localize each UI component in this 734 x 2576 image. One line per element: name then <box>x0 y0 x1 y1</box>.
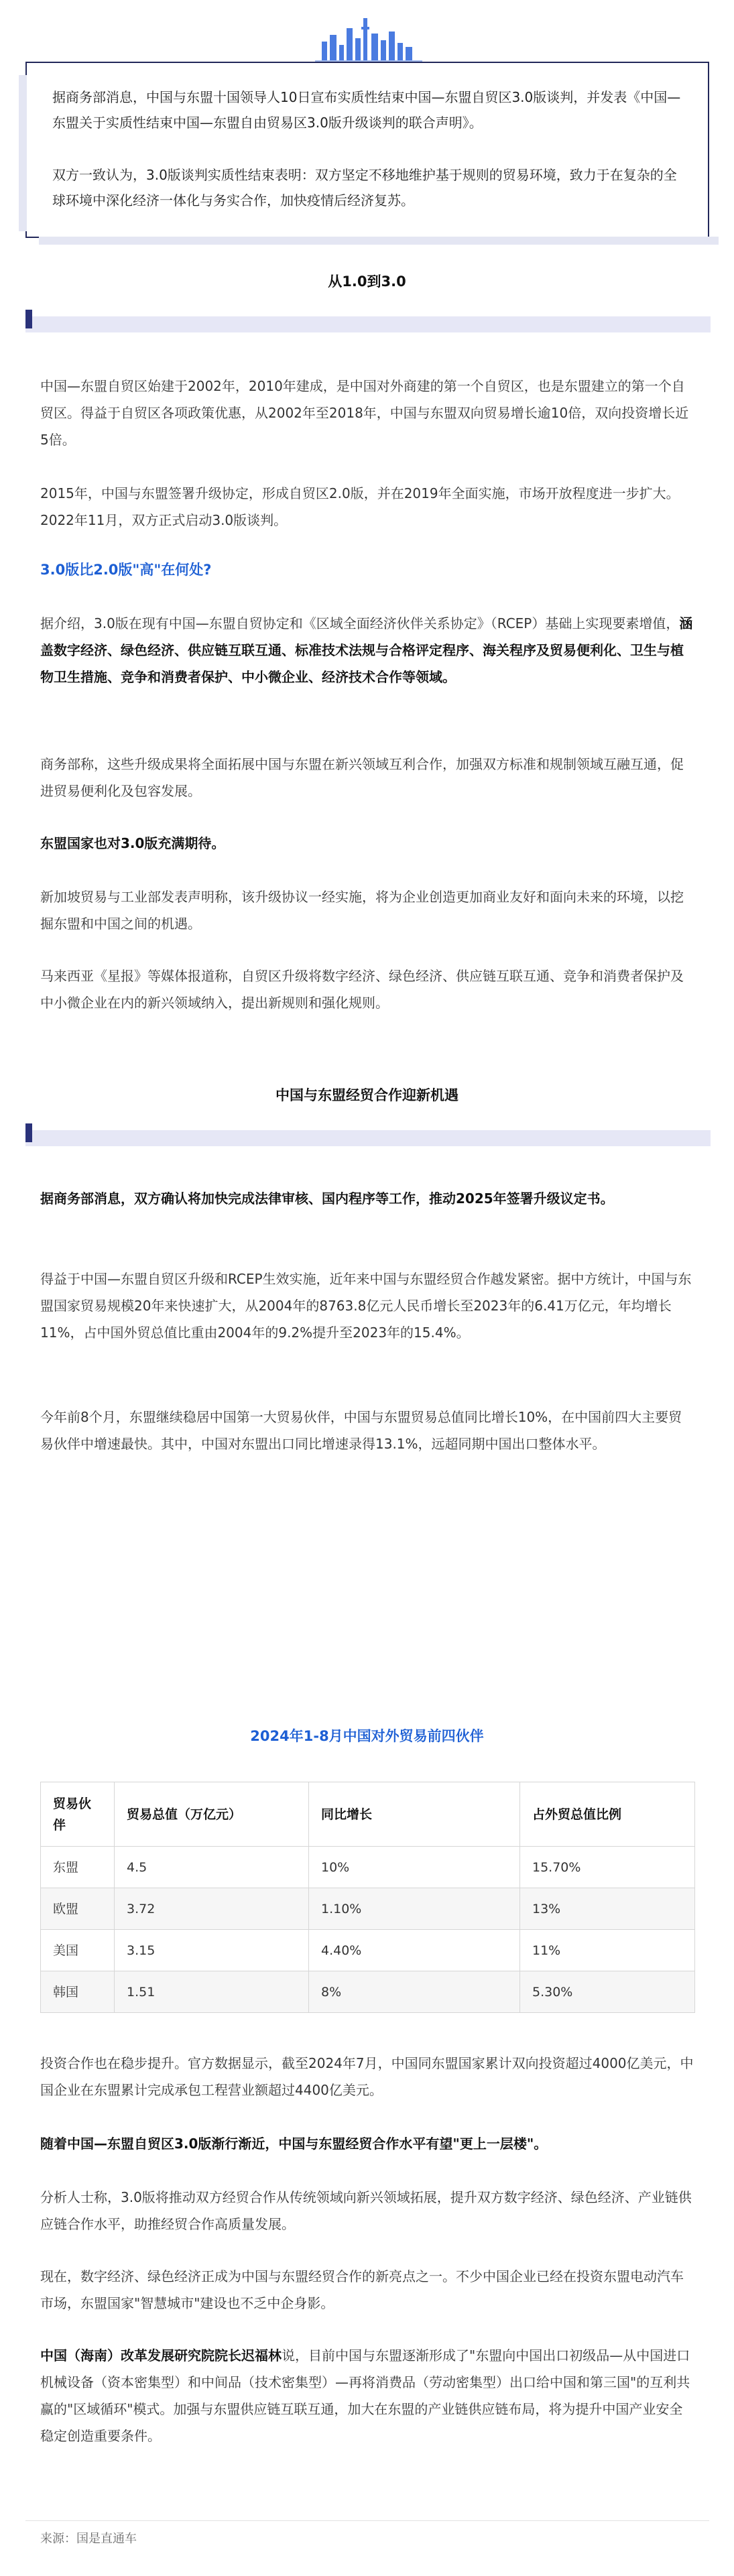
header-growth: 同比增长 <box>309 1782 520 1847</box>
city-skyline-icon <box>315 15 422 62</box>
cell-total: 4.5 <box>115 1847 309 1888</box>
section2-bold-line-2: 随着中国—东盟自贸区3.0版渐行渐近，中国与东盟经贸合作水平有望"更上一层楼"。 <box>40 2136 548 2152</box>
table-header-row <box>41 1782 695 1847</box>
section-divider-2 <box>25 1130 711 1146</box>
cell-partner: 东盟 <box>41 1847 115 1888</box>
intro-paragraph-1: 据商务部消息，中国与东盟十国领导人10日宣布实质性结束中国—东盟自贸区3.0版谈判，并发表《中国—东盟关于实质性结束中国—东盟自由贸易区3.0版升级谈判的联合声明》。 <box>52 89 681 131</box>
section-title-1: 从1.0到3.0 <box>328 273 406 290</box>
cell-growth: 1.10% <box>309 1888 520 1930</box>
p6-rest: 说，目前中国与东盟逐渐形成了"东盟向中国出口初级品—从中国进口机械设备（资本密集型）和中间品（技术密集型）—再将消费品（劳动密集型）出口给中国和第三国"的互利共赢的"区域循环"模式。加强与东盟供应链互联互通，加大在东盟的产业链供应链布局，将为提升中国产业安全稳定创造重要条件。 <box>40 2347 690 2444</box>
section2-paragraph-4: 分析人士称，3.0版将推动双方经贸合作从传统领域向新兴领域拓展，提升双方数字经济、绿色经济、产业链供应链合作水平，助推经贸合作高质量发展。 <box>40 2189 692 2232</box>
section1-paragraph-3 <box>40 610 694 690</box>
cell-total: 3.15 <box>115 1930 309 1971</box>
footer-divider <box>25 2520 709 2521</box>
p3-bold: 涵盖数字经济、绿色经济、供应链互联互通、标准技术法规与合格评定程序、海关程序及贸易便利化、卫生与植物卫生措施、竞争和消费者保护、中小微企业、经济技术合作等领域。 <box>40 615 693 685</box>
intro-paragraph-2: 双方一致认为，3.0版谈判实质性结束表明：双方坚定不移地维护基于规则的贸易环境，致力于在复杂的全球环境中深化经济一体化与务实合作，加快疫情后经济复苏。 <box>52 167 677 208</box>
cell-partner: 韩国 <box>41 1971 115 2013</box>
p3-prefix: 据介绍，3.0版在现有中国—东盟自贸协定和《区域全面经济伙伴关系协定》（RCEP）基础上实现要素增值， <box>40 615 680 631</box>
section1-paragraph-1: 中国—东盟自贸区始建于2002年，2010年建成，是中国对外商建的第一个自贸区，也是东盟建立的第一个自贸区。得益于自贸区各项政策优惠，从2002年至2018年，中国与东盟双向贸易增长逾10倍，双向投资增长近5倍。 <box>40 378 689 448</box>
header-total: 贸易总值（万亿元） <box>115 1782 309 1847</box>
cell-partner: 美国 <box>41 1930 115 1971</box>
table-row <box>41 1847 695 1888</box>
section2-bold-line: 据商务部消息，双方确认将加快完成法律审核、国内程序等工作，推动2025年签署升级议定书。 <box>40 1190 614 1207</box>
section-divider-mark-1 <box>25 310 32 328</box>
cell-growth: 8% <box>309 1971 520 2013</box>
section1-paragraph-6: 马来西亚《星报》等媒体报道称，自贸区升级将数字经济、绿色经济、供应链互联互通、竞争和消费者保护及中小微企业在内的新兴领域纳入，提出新规则和强化规则。 <box>40 968 684 1011</box>
section1-bold-line: 东盟国家也对3.0版充满期待。 <box>40 835 225 851</box>
table-row <box>41 1930 695 1971</box>
section2-paragraph-3: 投资合作也在稳步提升。官方数据显示，截至2024年7月，中国同东盟国家累计双向投资超过4000亿美元，中国企业在东盟累计完成承包工程营业额超过4400亿美元。 <box>40 2055 694 2098</box>
cell-share: 11% <box>520 1930 695 1971</box>
source-credit: 来源：国是直通车 <box>40 2532 137 2546</box>
p6-bold: 中国（海南）改革发展研究院院长迟福林 <box>40 2347 282 2364</box>
cell-share: 15.70% <box>520 1847 695 1888</box>
cell-total: 3.72 <box>115 1888 309 1930</box>
section-divider-1 <box>25 316 711 332</box>
section2-paragraph-1: 得益于中国—东盟自贸区升级和RCEP生效实施，近年来中国与东盟经贸合作越发紧密。据中方统计，中国与东盟国家贸易规模20年来快速扩大，从2004年的8763.8亿元人民币增长至2023年的6.41万亿元，年均增长11%，占中国外贸总值比重由2004年的9.2%提升至2023年的15.4%。 <box>40 1271 692 1341</box>
section2-paragraph-2: 今年前8个月，东盟继续稳居中国第一大贸易伙伴，中国与东盟贸易总值同比增长10%，在中国前四大主要贸易伙伴中增速最快。其中，中国对东盟出口同比增速录得13.1%，远超同期中国出口整体水平。 <box>40 1409 682 1452</box>
intro-box <box>25 62 709 238</box>
table-row <box>41 1888 695 1930</box>
cell-total: 1.51 <box>115 1971 309 2013</box>
header-partner: 贸易伙伴 <box>41 1782 115 1847</box>
cell-share: 5.30% <box>520 1971 695 2013</box>
cell-growth: 10% <box>309 1847 520 1888</box>
section2-paragraph-5: 现在，数字经济、绿色经济正成为中国与东盟经贸合作的新亮点之一。不少中国企业已经在投资东盟电动汽车市场，东盟国家"智慧城市"建设也不乏中企身影。 <box>40 2268 684 2311</box>
section1-paragraph-2: 2015年，中国与东盟签署升级协定，形成自贸区2.0版，并在2019年全面实施，市场开放程度进一步扩大。2022年11月，双方正式启动3.0版谈判。 <box>40 485 680 528</box>
cell-growth: 4.40% <box>309 1930 520 1971</box>
table-row <box>41 1971 695 2013</box>
table-title: 2024年1-8月中国对外贸易前四伙伴 <box>250 1728 484 1744</box>
cell-partner: 欧盟 <box>41 1888 115 1930</box>
trade-partners-table <box>40 1782 695 2013</box>
section-divider-mark-2 <box>25 1123 32 1142</box>
cell-share: 13% <box>520 1888 695 1930</box>
section1-blue-heading: 3.0版比2.0版"高"在何处? <box>40 562 212 578</box>
header-share: 占外贸总值比例 <box>520 1782 695 1847</box>
section1-paragraph-4: 商务部称，这些升级成果将全面拓展中国与东盟在新兴领域互利合作，加强双方标准和规制领域互融互通，促进贸易便利化及包容发展。 <box>40 756 684 799</box>
section2-paragraph-6 <box>40 2342 694 2449</box>
section1-paragraph-5: 新加坡贸易与工业部发表声明称，该升级协议一经实施，将为企业创造更加商业友好和面向未来的环境，以挖掘东盟和中国之间的机遇。 <box>40 889 684 932</box>
section-title-2: 中国与东盟经贸合作迎新机遇 <box>276 1087 458 1103</box>
